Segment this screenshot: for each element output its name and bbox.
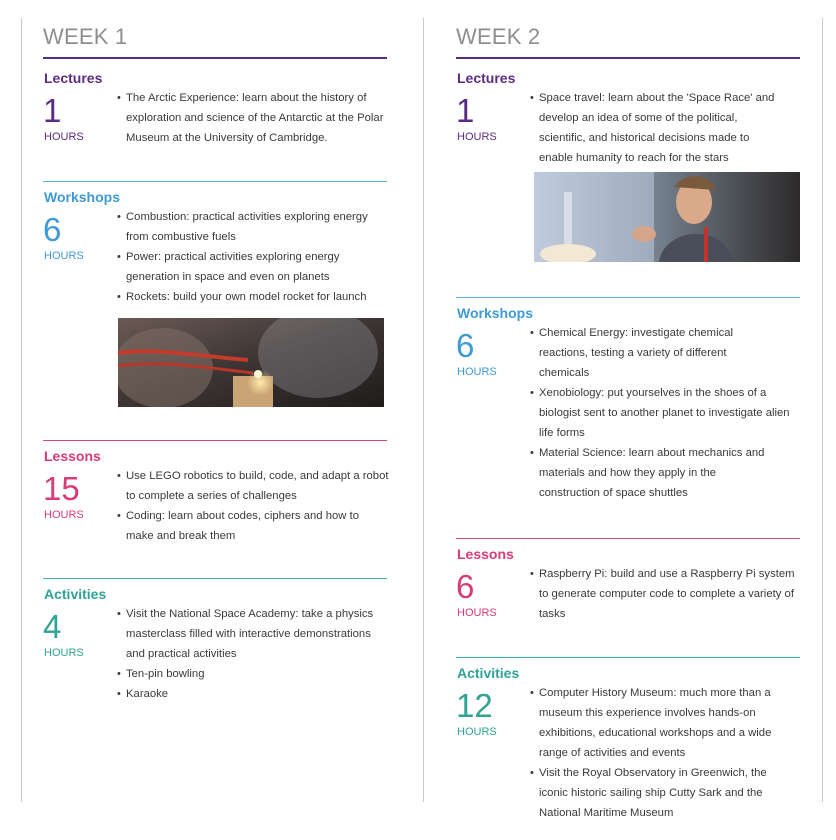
list-item: • Raspberry Pi: build and use a Raspberry Pi system to generate computer code to complete a variety of tasks xyxy=(530,564,803,624)
week-1-rule xyxy=(43,57,387,59)
workshops-list xyxy=(530,323,802,503)
lessons-heading: Lessons xyxy=(457,546,514,562)
list-item: • Rockets: build your own model rocket for launch xyxy=(117,287,389,307)
list-item: • Visit the National Space Academy: take a physics masterclass filled with interactive demonstrations and practical activities xyxy=(117,604,389,664)
list-item: • Chemical Energy: investigate chemical reactions, testing a variety of different chemicals xyxy=(530,323,761,383)
list-item: • Ten-pin bowling xyxy=(117,664,389,684)
workshops-hours-value: 6 xyxy=(456,327,475,364)
activities-list xyxy=(530,683,802,823)
lectures-heading: Lectures xyxy=(457,70,516,86)
workshops-heading: Workshops xyxy=(44,189,120,205)
workshops-heading: Workshops xyxy=(457,305,533,321)
lectures-list xyxy=(117,88,389,148)
activities-heading: Activities xyxy=(44,586,107,602)
lessons-hours-value: 6 xyxy=(456,568,475,605)
week-1-title: WEEK 1 xyxy=(43,24,128,49)
list-item: • The Arctic Experience: learn about the history of exploration and science of the Antarctic at the Polar Museum at the University of Cambridge. xyxy=(117,88,389,148)
week-2-rule xyxy=(456,57,800,59)
space-lecture-photo xyxy=(534,172,800,262)
activities-hours-value: 12 xyxy=(456,687,493,724)
section-rule xyxy=(43,181,387,182)
lectures-hours-unit: HOURS xyxy=(44,131,84,143)
activities-hours-unit: HOURS xyxy=(457,726,497,738)
list-item: • Power: practical activities exploring energy generation in space and even on planets xyxy=(117,247,389,287)
workshops-hours-unit: HOURS xyxy=(457,366,497,378)
right-border xyxy=(822,18,823,802)
list-item: • Use LEGO robotics to build, code, and adapt a robot to complete a series of challenges xyxy=(117,466,389,506)
lectures-hours-value: 1 xyxy=(456,92,475,129)
list-item: • Coding: learn about codes, ciphers and how to make and break them xyxy=(117,506,389,546)
lessons-list xyxy=(117,466,389,546)
activities-heading: Activities xyxy=(457,665,520,681)
lectures-list xyxy=(530,88,802,168)
activities-hours-unit: HOURS xyxy=(44,647,84,659)
rocket-workshop-photo xyxy=(118,318,384,407)
lessons-hours-unit: HOURS xyxy=(44,509,84,521)
workshops-list xyxy=(117,207,389,307)
list-item: • Combustion: practical activities exploring energy from combustive fuels xyxy=(117,207,389,247)
section-rule xyxy=(43,440,387,441)
list-item: • Visit the Royal Observatory in Greenwich, the iconic historic sailing ship Cutty Sark and the National Maritime Museum xyxy=(530,763,777,823)
workshops-hours-unit: HOURS xyxy=(44,250,84,262)
lessons-hours-unit: HOURS xyxy=(457,607,497,619)
list-item: • Space travel: learn about the 'Space Race' and develop an idea of some of the political, scientific, and historical decisions made to enable humanity to reach for the stars xyxy=(530,88,779,168)
left-border xyxy=(21,18,22,802)
lectures-hours-unit: HOURS xyxy=(457,131,497,143)
section-rule xyxy=(43,578,387,579)
lectures-heading: Lectures xyxy=(44,70,103,86)
lessons-list xyxy=(530,564,802,624)
list-item: • Material Science: learn about mechanics and materials and how they apply in the construction of space shuttles xyxy=(530,443,771,503)
lectures-hours-value: 1 xyxy=(43,92,62,129)
week-2-title: WEEK 2 xyxy=(456,24,541,49)
lessons-heading: Lessons xyxy=(44,448,101,464)
activities-list xyxy=(117,604,389,704)
center-divider xyxy=(423,18,424,802)
section-rule xyxy=(456,657,800,658)
section-rule xyxy=(456,538,800,539)
activities-hours-value: 4 xyxy=(43,608,62,645)
list-item: • Xenobiology: put yourselves in the shoes of a biologist sent to another planet to investigate alien life forms xyxy=(530,383,797,443)
section-rule xyxy=(456,297,800,298)
list-item: • Karaoke xyxy=(117,684,389,704)
workshops-hours-value: 6 xyxy=(43,211,62,248)
lessons-hours-value: 15 xyxy=(43,470,80,507)
list-item: • Computer History Museum: much more than a museum this experience involves hands-on exhibitions, educational workshops and a wide range of activities and events xyxy=(530,683,803,763)
